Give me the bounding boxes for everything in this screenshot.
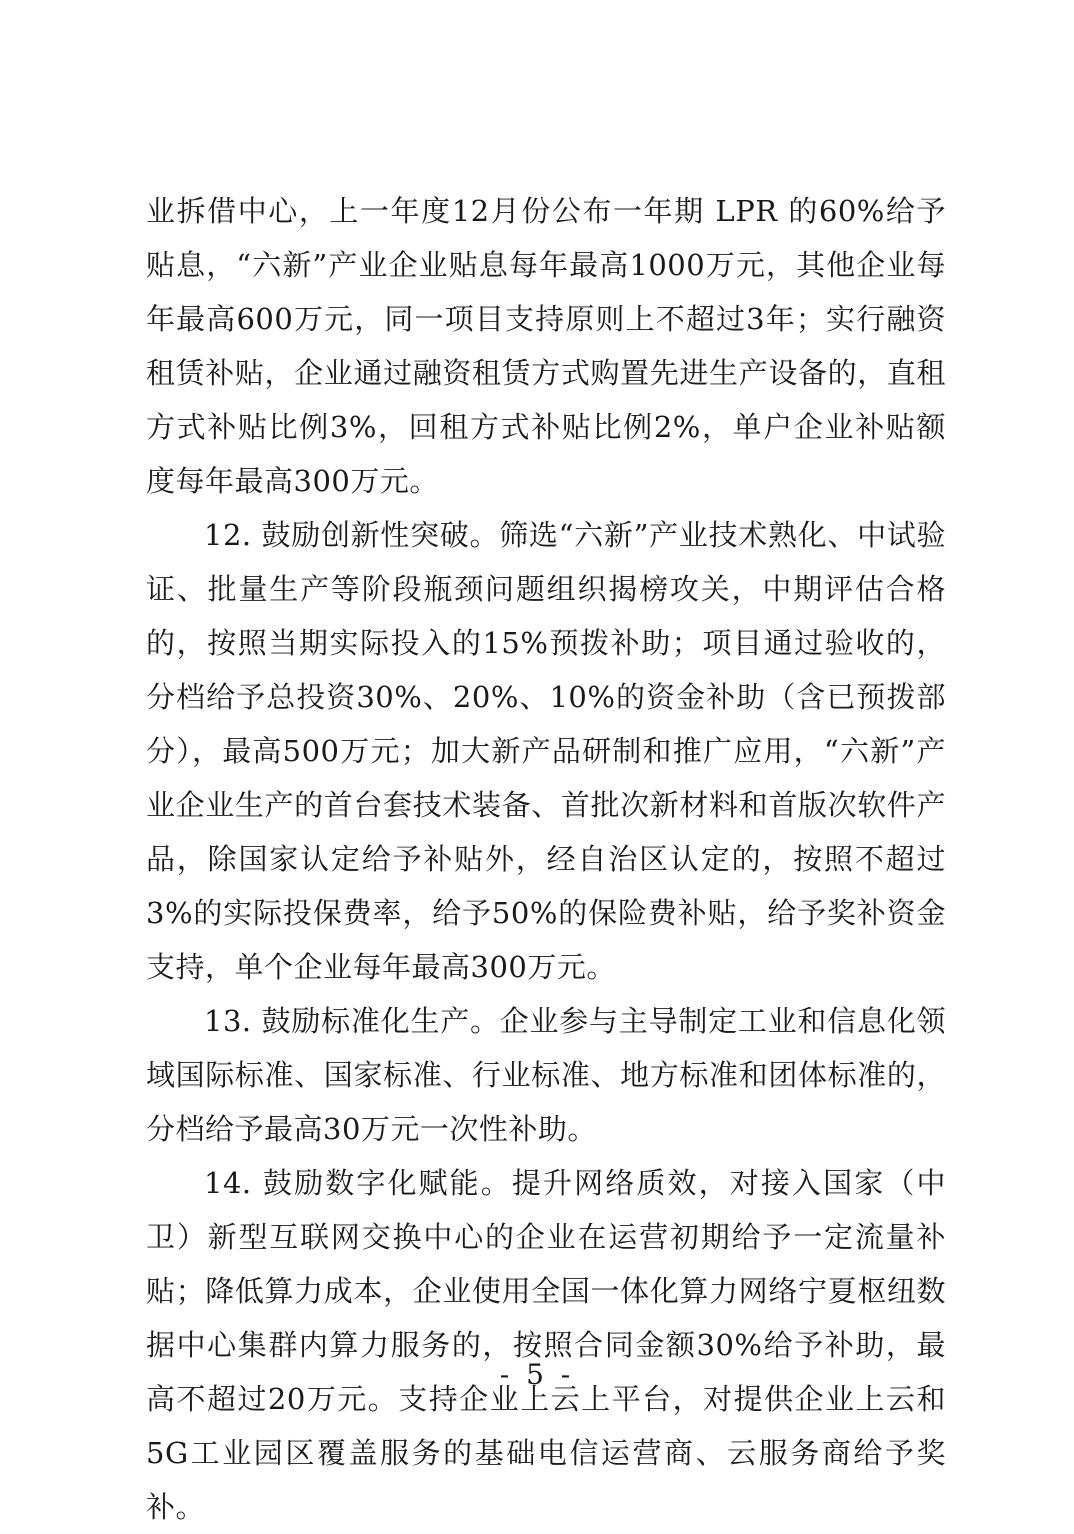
paragraph-item-13: 13. 鼓励标准化生产。企业参与主导制定工业和信息化领域国际标准、国家标准、行业标准、地方标准和团体标准的，分档给予最高30万元一次性补助。 (146, 1004, 946, 1146)
document-body (146, 184, 946, 1534)
page-number: - 5 - (499, 1358, 575, 1391)
paragraph-continuation: 业拆借中心，上一年度12月份公布一年期 LPR 的60%给予贴息，“六新”产业企业贴息每年最高1000万元，其他企业每年最高600万元，同一项目支持原则上不超过3年；实行融资租赁补贴，企业通过融资租赁方式购置先进生产设备的，直租方式补贴比例3%，回租方式补贴比例2%，单户企业补贴额度每年最高300万元。 (146, 194, 946, 498)
paragraph-item-12: 12. 鼓励创新性突破。筛选“六新”产业技术熟化、中试验证、批量生产等阶段瓶颈问题组织揭榜攻关，中期评估合格的，按照当期实际投入的15%预拨补助；项目通过验收的，分档给予总投资30%、20%、10%的资金补助（含已预拨部分），最高500万元；加大新产品研制和推广应用，“六新”产业企业生产的首台套技术装备、首批次新材料和首版次软件产品，除国家认定给予补贴外，经自治区认定的，按照不超过3%的实际投保费率，给予50%的保险费补贴，给予奖补资金支持，单个企业每年最高300万元。 (146, 518, 946, 984)
paragraph-item-14: 14. 鼓励数字化赋能。提升网络质效，对接入国家（中卫）新型互联网交换中心的企业在运营初期给予一定流量补贴；降低算力成本，企业使用全国一体化算力网络宁夏枢纽数据中心集群内算力服务的，按照合同金额30%给予补助，最高不超过20万元。支持企业上云上平台，对提供企业上云和5G工业园区覆盖服务的基础电信运营商、云服务商给予奖补。 (146, 1166, 946, 1524)
